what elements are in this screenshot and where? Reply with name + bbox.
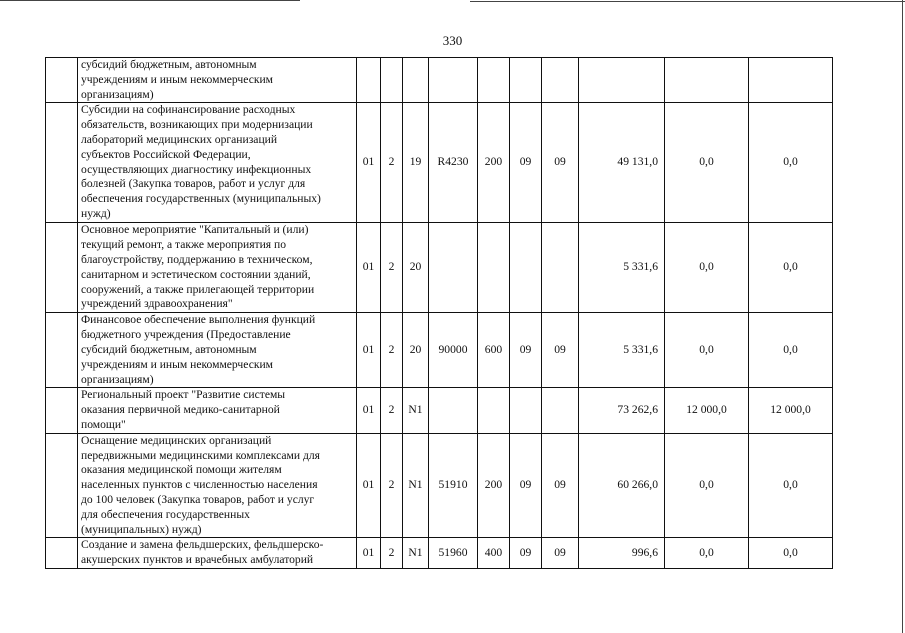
direction-code-cell: 90000 [429, 313, 478, 388]
description-line: субсидий бюджетным, автономным [81, 58, 257, 71]
amount-year1-cell: 49 131,0 [579, 103, 665, 223]
subprogram-code-cell: 2 [381, 433, 403, 538]
row-number-cell [46, 313, 78, 388]
section-cell [510, 58, 542, 103]
description-cell [78, 433, 357, 538]
description-cell [78, 58, 357, 103]
description-line: оказания первичной медико-санитарной [81, 403, 280, 417]
amount-year1-cell [579, 58, 665, 103]
description-line: Основное мероприятие "Капитальный и (или) [81, 223, 309, 237]
expense-type-cell: 200 [478, 433, 510, 538]
amount-year2-cell: 0,0 [665, 538, 749, 569]
subsection-cell [542, 388, 579, 433]
description-cell [78, 388, 357, 433]
subsection-cell: 09 [542, 538, 579, 569]
description-line: обеспечения государственных (муниципальных) [81, 192, 321, 206]
amount-year3-cell: 0,0 [749, 223, 833, 313]
description-line: организациям) [81, 372, 154, 386]
row-number-cell [46, 223, 78, 313]
description-line: болезней (Закупка товаров, работ и услуг для [81, 177, 306, 191]
row-number-cell [46, 103, 78, 223]
description-line: передвижными медицинскими комплексами для [81, 448, 320, 462]
scan-edge-top [0, 0, 300, 1]
description-line: учреждениям и иным некоммерческим [81, 72, 274, 86]
amount-year3-cell: 0,0 [749, 103, 833, 223]
direction-code-cell: 51960 [429, 538, 478, 569]
description-line: учреждений здравоохранения" [81, 297, 233, 311]
direction-code-cell: R4230 [429, 103, 478, 223]
section-cell: 09 [510, 313, 542, 388]
program-code-cell: 01 [357, 313, 381, 388]
subprogram-code-cell: 2 [381, 223, 403, 313]
amount-year2-cell: 0,0 [665, 223, 749, 313]
section-cell: 09 [510, 433, 542, 538]
page-number: 330 [442, 33, 463, 48]
description-line: сооружений, а также прилегающей территории [81, 282, 315, 296]
program-code-cell: 01 [357, 223, 381, 313]
subsection-cell: 09 [542, 433, 579, 538]
amount-year1-cell: 73 262,6 [579, 388, 665, 433]
description-line: организациям) [81, 87, 154, 101]
activity-code-cell: 20 [403, 223, 429, 313]
amount-year3-cell: 0,0 [749, 313, 833, 388]
description-cell [78, 313, 357, 388]
description-line: благоустройству, поддержанию в техническом, [81, 252, 313, 266]
table-row [46, 58, 833, 103]
activity-code-cell: 20 [403, 313, 429, 388]
subsection-cell: 09 [542, 313, 579, 388]
expense-type-cell: 200 [478, 103, 510, 223]
subsection-cell: 09 [542, 103, 579, 223]
program-code-cell: 01 [357, 433, 381, 538]
description-line: нужд) [81, 206, 111, 220]
description-line: текущий ремонт, а также мероприятия по [81, 238, 287, 252]
description-line: Региональный проект "Развитие системы [81, 388, 286, 402]
description-line: для обеспечения государственных [81, 507, 250, 521]
direction-code-cell [429, 223, 478, 313]
description-line: населенных пунктов с численностью населения [81, 478, 318, 492]
direction-code-cell: 51910 [429, 433, 478, 538]
description-line: помощи" [81, 417, 126, 431]
description-line: до 100 человек (Закупка товаров, работ и услуг [81, 492, 315, 506]
amount-year1-cell: 5 331,6 [579, 223, 665, 313]
table-row [46, 538, 833, 569]
amount-year2-cell: 12 000,0 [665, 388, 749, 433]
program-code-cell: 01 [357, 538, 381, 569]
amount-year2-cell: 0,0 [665, 433, 749, 538]
description-line: санитарном и эстетическом состоянии зданий, [81, 267, 311, 281]
section-cell: 09 [510, 538, 542, 569]
description-line: обязательств, возникающих при модернизации [81, 118, 313, 132]
table-row [46, 388, 833, 433]
description-line: субсидий бюджетным, автономным [81, 342, 257, 356]
subsection-cell [542, 223, 579, 313]
description-line: лабораторий медицинских организаций [81, 132, 278, 146]
scan-edge-right [902, 0, 903, 633]
description-line: оказания медицинской помощи жителям [81, 463, 282, 477]
section-cell [510, 388, 542, 433]
description-line: (муниципальных) нужд) [81, 522, 202, 536]
program-code-cell: 01 [357, 388, 381, 433]
direction-code-cell [429, 388, 478, 433]
activity-code-cell: N1 [403, 433, 429, 538]
budget-table [45, 57, 833, 569]
subprogram-code-cell: 2 [381, 313, 403, 388]
description-line: Субсидии на софинансирование расходных [81, 103, 296, 117]
description-line: Оснащение медицинских организаций [81, 433, 272, 447]
section-cell [510, 223, 542, 313]
amount-year3-cell: 12 000,0 [749, 388, 833, 433]
row-number-cell [46, 58, 78, 103]
table-row [46, 433, 833, 538]
description-line: Финансовое обеспечение выполнения функций [81, 313, 316, 327]
subprogram-code-cell: 2 [381, 538, 403, 569]
activity-code-cell: N1 [403, 538, 429, 569]
subsection-cell [542, 58, 579, 103]
description-line: акушерских пунктов и врачебных амбулаторий [81, 553, 314, 567]
amount-year1-cell: 60 266,0 [579, 433, 665, 538]
expense-type-cell [478, 388, 510, 433]
program-code-cell [357, 58, 381, 103]
amount-year1-cell: 5 331,6 [579, 313, 665, 388]
scan-edge-top-right [470, 1, 905, 2]
subprogram-code-cell [381, 58, 403, 103]
expense-type-cell [478, 58, 510, 103]
description-line: учреждениям и иным некоммерческим [81, 357, 274, 371]
amount-year2-cell [665, 58, 749, 103]
subprogram-code-cell: 2 [381, 388, 403, 433]
expense-type-cell: 400 [478, 538, 510, 569]
table-row [46, 223, 833, 313]
amount-year3-cell: 0,0 [749, 538, 833, 569]
expense-type-cell: 600 [478, 313, 510, 388]
amount-year3-cell [749, 58, 833, 103]
description-line: осуществляющих диагностику инфекционных [81, 162, 312, 176]
activity-code-cell: N1 [403, 388, 429, 433]
row-number-cell [46, 433, 78, 538]
subprogram-code-cell: 2 [381, 103, 403, 223]
section-cell: 09 [510, 103, 542, 223]
row-number-cell [46, 388, 78, 433]
description-cell [78, 103, 357, 223]
table-row [46, 103, 833, 223]
description-line: бюджетного учреждения (Предоставление [81, 328, 291, 342]
row-number-cell [46, 538, 78, 569]
amount-year2-cell: 0,0 [665, 103, 749, 223]
activity-code-cell: 19 [403, 103, 429, 223]
amount-year1-cell: 996,6 [579, 538, 665, 569]
amount-year3-cell: 0,0 [749, 433, 833, 538]
amount-year2-cell: 0,0 [665, 313, 749, 388]
direction-code-cell [429, 58, 478, 103]
expense-type-cell [478, 223, 510, 313]
activity-code-cell [403, 58, 429, 103]
table-row [46, 313, 833, 388]
description-cell [78, 223, 357, 313]
description-line: субъектов Российской Федерации, [81, 147, 251, 161]
program-code-cell: 01 [357, 103, 381, 223]
description-cell [78, 538, 357, 569]
description-line: Создание и замена фельдшерских, фельдшерско- [81, 538, 324, 552]
